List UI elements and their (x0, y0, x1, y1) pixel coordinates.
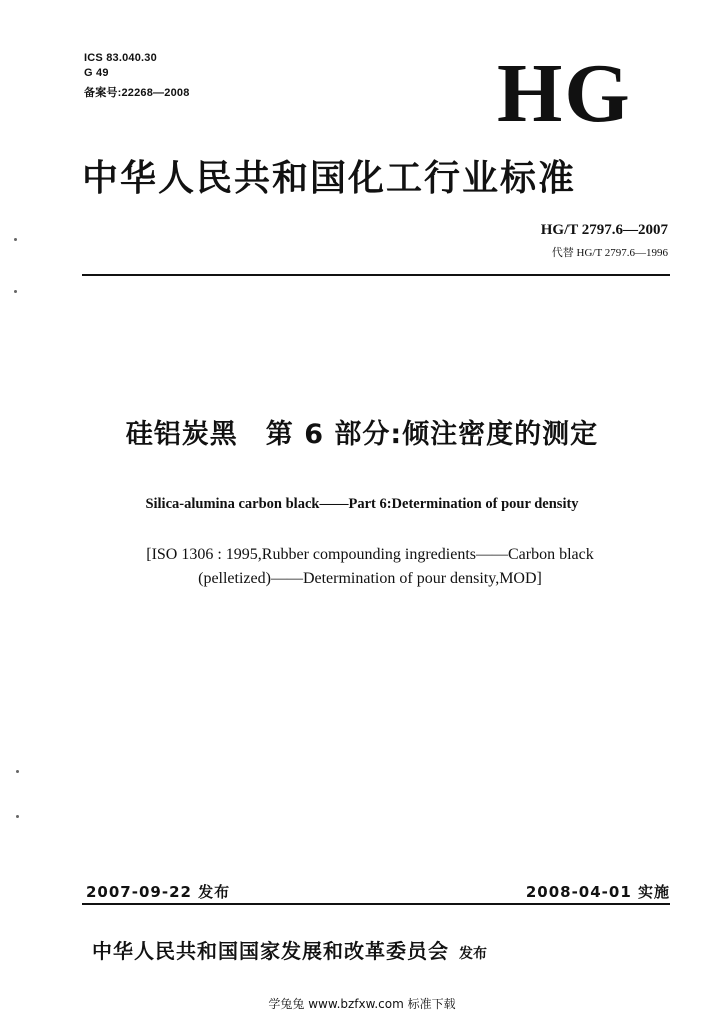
issuer-suffix: 发布 (459, 946, 487, 962)
replaces-standard: 代替 HG/T 2797.6—1996 (551, 247, 668, 259)
iso-reference-line-2: (pelletized)——Determination of pour density,MOD] (198, 570, 542, 587)
iso-reference-line-1: [ISO 1306 : 1995,Rubber compounding ingredients——Carbon black (146, 546, 594, 563)
hg-logo: HG (497, 47, 632, 140)
ics-code: ICS 83.040.30 (84, 52, 157, 64)
document-title-chinese: 硅铝炭黑 第 6 部分:倾注密度的测定 (125, 419, 599, 450)
issue-date: 2007-09-22 发布 (86, 883, 231, 901)
footer-watermark: 学兔兔 www.bzfxw.com 标准下载 (268, 997, 456, 1011)
scan-speck (14, 238, 17, 241)
footer-divider (82, 903, 670, 905)
standard-number: HG/T 2797.6—2007 (540, 222, 668, 238)
scan-speck (14, 290, 17, 293)
scan-speck (16, 815, 19, 818)
scan-speck (16, 770, 19, 773)
standard-category-title: 中华人民共和国化工行业标准 (82, 157, 577, 199)
document-title-english: Silica-alumina carbon black——Part 6:Determination of pour density (145, 496, 579, 512)
implementation-date: 2008-04-01 实施 (525, 883, 670, 901)
ccs-code: G 49 (84, 67, 109, 79)
header-divider (82, 274, 670, 276)
issuing-authority (92, 935, 487, 964)
issuer-name: 中华人民共和国国家发展和改革委员会 (92, 939, 449, 963)
record-number: 备案号:22268—2008 (84, 87, 190, 99)
